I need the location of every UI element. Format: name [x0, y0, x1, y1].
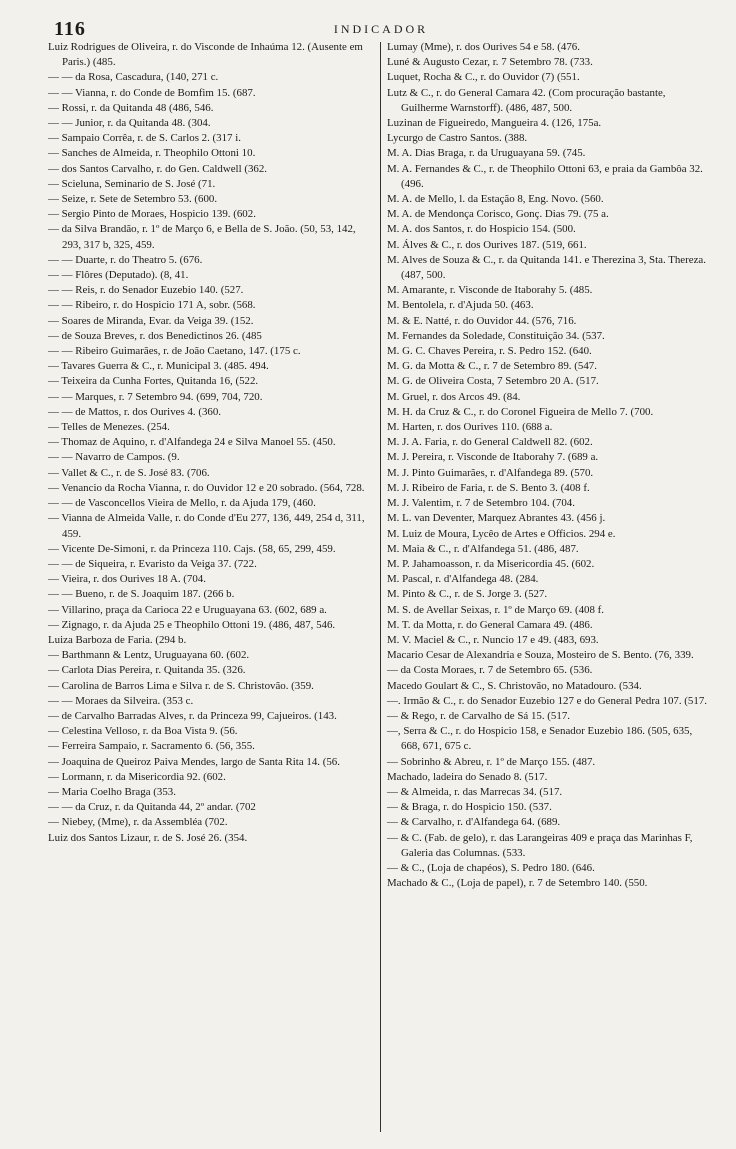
directory-entry: M. A. dos Santos, r. do Hospicio 154. (500. [387, 223, 576, 236]
directory-entry: — — Reis, r. do Senador Euzebio 140. (527. [48, 284, 244, 297]
directory-entry: Machado & C., (Loja de papel), r. 7 de Setembro 140. (550. [387, 877, 648, 890]
directory-entry: — Sanches de Almeida, r. Theophilo Ottoni 10. [48, 147, 256, 160]
directory-entry: — Ferreira Sampaio, r. Sacramento 6. (56, 355. [48, 740, 255, 753]
directory-entry: — Vianna de Almeida Valle, r. do Conde d'Eu 277, 136, 449, 254 d, 311, 459. [48, 512, 365, 540]
directory-entry: — Lormann, r. da Misericordia 92. (602. [48, 770, 226, 783]
directory-entry: Macedo Goulart & C., S. Christovão, no Matadouro. (534. [387, 679, 642, 692]
directory-entry: Luzinan de Figueiredo, Mangueira 4. (126, 175a. [387, 117, 602, 130]
directory-entry: — da Silva Brandão, r. 1º de Março 6, e Bella de S. João. (50, 53, 142, 293, 317 b, 325, 459. [48, 223, 356, 251]
directory-entry: — — de Siqueira, r. Evaristo da Veiga 37. (722. [48, 557, 257, 570]
directory-entry: — Scieluna, Seminario de S. José (71. [48, 177, 216, 190]
directory-entry: — & Rego, r. de Carvalho de Sá 15. (517. [387, 709, 570, 722]
directory-entry: M. Pascal, r. d'Alfandega 48. (284. [387, 573, 539, 586]
directory-entry: — Vallet & C., r. de S. José 83. (706. [48, 466, 210, 479]
directory-entry: —, Serra & C., r. do Hospicio 158, e Senador Euzebio 186. (505, 635, 668, 671, 675 c. [387, 725, 693, 753]
directory-entry: M. J. Valentim, r. 7 de Setembro 104. (704. [387, 497, 575, 510]
directory-entry: M. A. Dias Braga, r. da Uruguayana 59. (745. [387, 147, 586, 160]
directory-entry: — — de Mattos, r. dos Ourives 4. (360. [48, 405, 222, 418]
directory-entry: M. J. Ribeiro de Faria, r. de S. Bento 3. (408 f. [387, 481, 590, 494]
directory-entry: M. J. A. Faria, r. do General Caldwell 82. (602. [387, 436, 593, 449]
directory-entry: M. T. da Motta, r. do General Camara 49. (486. [387, 618, 593, 631]
directory-entry: Luiz Rodrigues de Oliveira, r. do Visconde de Inhaúma 12. (Ausente em Paris.) (485. [48, 41, 363, 69]
directory-entry: — Vicente De-Simoni, r. da Princeza 110. Cajs. (58, 65, 299, 459. [48, 542, 336, 555]
running-title: INDICADOR [333, 22, 429, 36]
left-column [48, 40, 380, 1132]
directory-entry: — — Vianna, r. do Conde de Bomfim 15. (687. [48, 86, 256, 99]
directory-entry: — — Navarro de Campos. (9. [48, 451, 180, 464]
directory-entry: Luné & Augusto Cezar, r. 7 Setembro 78. (733. [387, 56, 593, 69]
directory-entry: M. Gruel, r. dos Arcos 49. (84. [387, 390, 521, 403]
directory-entry: — & C., (Loja de chapéos), S. Pedro 180. (646. [387, 861, 595, 874]
page-header [48, 14, 714, 40]
directory-entry: M. V. Maciel & C., r. Nuncio 17 e 49. (483, 693. [387, 633, 599, 646]
directory-entry: Luiz dos Santos Lizaur, r. de S. José 26. (354. [48, 831, 248, 844]
directory-entry: — — de Vasconcellos Vieira de Mello, r. da Ajuda 179, (460. [48, 497, 316, 510]
directory-entry: — — Moraes da Silveira. (353 c. [48, 694, 194, 707]
directory-entry: M. Fernandes da Soledade, Constituição 34. (537. [387, 329, 605, 342]
directory-entry: — de Carvalho Barradas Alves, r. da Princeza 99, Cajueiros. (143. [48, 709, 337, 722]
directory-entry: — de Souza Breves, r. dos Benedictinos 26. (485 [48, 329, 262, 342]
directory-entry: — — Marques, r. 7 Setembro 94. (699, 704, 720. [48, 390, 263, 403]
directory-entry: — Carolina de Barros Lima e Silva r. de S. Christovão. (359. [48, 679, 314, 692]
directory-entry: — — da Rosa, Cascadura, (140, 271 c. [48, 71, 219, 84]
directory-entry: M. Bentolela, r. d'Ajuda 50. (463. [387, 299, 534, 312]
directory-entry: — Sergio Pinto de Moraes, Hospicio 139. (602. [48, 208, 256, 221]
directory-entry: — Vieira, r. dos Ourives 18 A. (704. [48, 573, 206, 586]
directory-entry: M. Alves de Souza & C., r. da Quitanda 141. e Therezina 3, Sta. Thereza. (487, 500. [387, 253, 706, 282]
directory-entry: — dos Santos Carvalho, r. do Gen. Caldwell (362. [48, 162, 267, 175]
directory-entry: —. Irmão & C., r. do Senador Euzebio 127 e do General Pedra 107. (517. [387, 694, 707, 707]
directory-entry: M. J. Pinto Guimarães, r. d'Alfandega 89. (570. [387, 466, 594, 479]
directory-entry: — Maria Coelho Braga (353. [48, 785, 176, 798]
directory-entry: Lumay (Mme), r. dos Ourives 54 e 58. (476. [387, 41, 580, 53]
directory-entry: M. A. Fernandes & C., r. de Theophilo Ottoni 63, e praia da Gambôa 32. (496. [387, 162, 703, 190]
directory-entry: Luiza Barboza de Faria. (294 b. [48, 633, 187, 646]
right-column [381, 40, 713, 1132]
directory-entry: — Celestina Velloso, r. da Boa Vista 9. (56. [48, 725, 238, 738]
directory-entry: — & Almeida, r. das Marrecas 34. (517. [387, 785, 563, 798]
page-number: 116 [54, 18, 86, 40]
directory-entry: Lycurgo de Castro Santos. (388. [387, 132, 528, 145]
directory-entry: — Joaquina de Queiroz Paiva Mendes, largo de Santa Rita 14. (56. [48, 755, 340, 768]
directory-entry: M. L. van Deventer, Marquez Abrantes 43. (456 j. [387, 512, 606, 525]
directory-entry: M. H. da Cruz & C., r. do Coronel Figueira de Mello 7. (700. [387, 405, 654, 418]
directory-entry: Luquet, Rocha & C., r. do Ouvidor (7) (551. [387, 71, 580, 84]
directory-entry: M. & E. Natté, r. do Ouvidor 44. (576, 716. [387, 314, 577, 327]
directory-entry: — — Ribeiro Guimarães, r. de João Caetano, 147. (175 c. [48, 345, 301, 358]
directory-entry: — & Carvalho, r. d'Alfandega 64. (689. [387, 816, 561, 829]
directory-entry: — Venancio da Rocha Vianna, r. do Ouvidor 12 e 20 sobrado. (564, 728. [48, 481, 365, 494]
directory-entry: — Teixeira da Cunha Fortes, Quitanda 16, (522. [48, 375, 259, 388]
directory-entry: M. J. Pereira, r. Visconde de Itaborahy 7. (689 a. [387, 451, 599, 464]
directory-entry: — — Bueno, r. de S. Joaquim 187. (266 b. [48, 588, 235, 601]
directory-entry: — — Flôres (Deputado). (8, 41. [48, 269, 189, 282]
directory-entry: — Seize, r. Sete de Setembro 53. (600. [48, 193, 218, 206]
directory-entry: M. Amarante, r. Visconde de Itaborahy 5. (485. [387, 284, 593, 297]
directory-entry: M. Maia & C., r. d'Alfandega 51. (486, 487. [387, 542, 579, 555]
directory-entry: M. A. de Mendonça Corisco, Gonç. Dias 79. (75 a. [387, 208, 609, 221]
directory-entry: — — da Cruz, r. da Quitanda 44, 2º andar. (702 [48, 801, 256, 814]
directory-entry: — Villarino, praça da Carioca 22 e Uruguayana 63. (602, 689 a. [48, 603, 327, 616]
directory-entry: M. Harten, r. dos Ourives 110. (688 a. [387, 421, 553, 434]
directory-entry: M. G. da Motta & C., r. 7 de Setembro 89. (547. [387, 360, 597, 373]
directory-entry: — & Braga, r. do Hospicio 150. (537. [387, 801, 552, 814]
directory-entry: — Soares de Miranda, Evar. da Veiga 39. (152. [48, 314, 254, 327]
directory-entry: M. G. de Oliveira Costa, 7 Setembro 20 A. (517. [387, 375, 599, 388]
directory-entry: — — Ribeiro, r. do Hospicio 171 A, sobr. (568. [48, 299, 256, 312]
directory-entry: — Tavares Guerra & C., r. Municipal 3. (485. 494. [48, 360, 269, 373]
directory-entry: Machado, ladeira do Senado 8. (517. [387, 770, 548, 783]
directory-entry: M. S. de Avellar Seixas, r. 1º de Março 69. (408 f. [387, 603, 605, 616]
directory-columns [48, 40, 714, 1132]
directory-entry: — Telles de Menezes. (254. [48, 421, 170, 434]
directory-entry: — Barthmann & Lentz, Uruguayana 60. (602. [48, 649, 250, 662]
directory-entry: M. G. C. Chaves Pereira, r. S. Pedro 152. (640. [387, 345, 592, 358]
directory-entry: M. A. de Mello, l. da Estação 8, Eng. Novo. (560. [387, 193, 604, 206]
directory-entry: — & C. (Fab. de gelo), r. das Larangeiras 409 e praça das Marinhas F, Galeria das Columnas. (533. [387, 831, 693, 859]
directory-entry: — da Costa Moraes, r. 7 de Setembro 65. (536. [387, 664, 593, 677]
directory-entry: Macario Cesar de Alexandria e Souza, Mosteiro de S. Bento. (76, 339. [387, 649, 694, 662]
directory-entry: M. P. Jahamoasson, r. da Misericordia 45. (602. [387, 557, 595, 570]
directory-entry: — Zignago, r. da Ajuda 25 e Theophilo Ottoni 19. (486, 487, 546. [48, 618, 336, 631]
directory-entry: — — Junior, r. da Quitanda 48. (304. [48, 117, 211, 130]
directory-entry: — Rossi, r. da Quitanda 48 (486, 546. [48, 101, 214, 114]
directory-entry: — — Duarte, r. do Theatro 5. (676. [48, 253, 203, 266]
directory-entry: M. Luiz de Moura, Lycêo de Artes e Officios. 294 e. [387, 527, 616, 540]
directory-entry: — Thomaz de Aquino, r. d'Alfandega 24 e Silva Manoel 55. (450. [48, 436, 336, 449]
directory-entry: — Niebey, (Mme), r. da Assembléa (702. [48, 816, 228, 829]
directory-entry: M. Pinto & C., r. de S. Jorge 3. (527. [387, 588, 548, 601]
directory-entry: — Sampaio Corrêa, r. de S. Carlos 2. (317 i. [48, 132, 241, 145]
directory-entry: — Carlota Dias Pereira, r. Quitanda 35. (326. [48, 664, 246, 677]
directory-entry: Lutz & C., r. do General Camara 42. (Com procuração bastante, Guilherme Warnstorff). (486, 487, 500. [387, 86, 666, 114]
directory-entry: — Sobrinho & Abreu, r. 1º de Março 155. (487. [387, 755, 596, 768]
directory-entry: M. Álves & C., r. dos Ourives 187. (519, 661. [387, 238, 587, 251]
